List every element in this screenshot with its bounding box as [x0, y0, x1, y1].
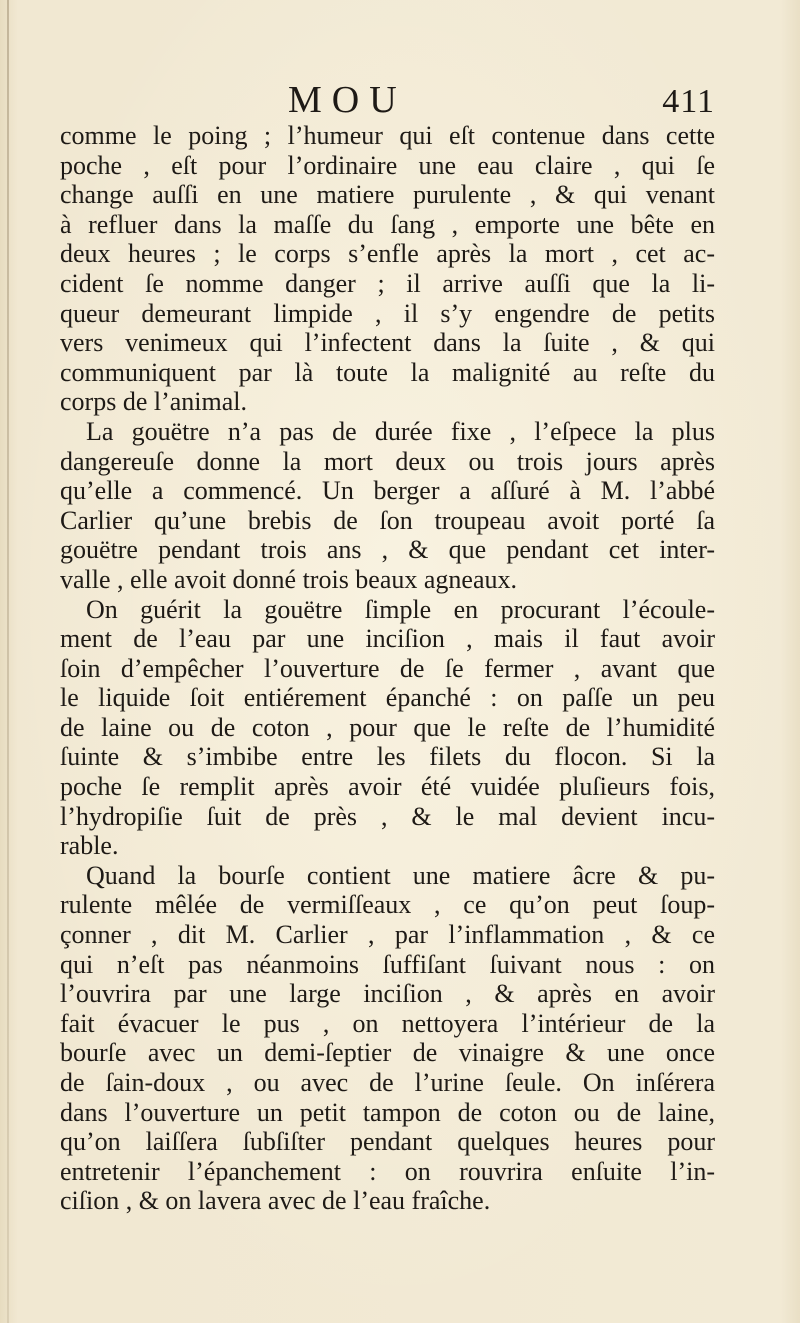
text-line: communiquent par là toute la malignité au reſte du	[60, 357, 715, 387]
text-line: vers venimeux qui l’infectent dans la ſuite , & qui	[60, 328, 715, 358]
text-line: rulente mêlée de vermiſſeaux , ce qu’on peut ſoup-	[60, 890, 715, 920]
paragraph	[60, 595, 715, 861]
page-number: 411	[662, 83, 715, 120]
text-line: deux heures ; le corps s’enfle après la mort , cet ac-	[60, 239, 715, 269]
text-line: comme le poing ; l’humeur qui eſt contenue dans cette	[60, 121, 715, 150]
text-line: l’hydropiſie ſuit de près , & le mal devient incu-	[60, 801, 715, 831]
text-line: ſoin d’empêcher l’ouverture de ſe fermer , avant que	[60, 653, 715, 683]
text-line: qui n’eſt pas néanmoins ſuffiſant ſuivant nous : on	[60, 949, 715, 979]
text-line: bourſe avec un demi-ſeptier de vinaigre & une once	[60, 1038, 715, 1068]
text-line: rable.	[60, 831, 119, 861]
text-line: dangereuſe donne la mort deux ou trois jours après	[60, 446, 715, 476]
text-line: On guérit la gouëtre ſimple en procurant l’écoule-	[86, 594, 715, 624]
text-line: La gouëtre n’a pas de durée fixe , l’eſpece la plus	[86, 416, 715, 446]
text-line: poche , eſt pour l’ordinaire une eau claire , qui ſe	[60, 150, 715, 180]
body-text	[60, 121, 715, 1216]
text-line: gouëtre pendant trois ans , & que pendant cet inter-	[60, 535, 715, 565]
text-line: de laine ou de coton , pour que le reſte de l’humidité	[60, 712, 715, 742]
page-header	[60, 78, 715, 122]
text-line: çonner , dit M. Carlier , par l’inflammation , & ce	[60, 920, 715, 950]
text-line: qu’on laiſſera ſubſiſter pendant quelques heures pour	[60, 1127, 715, 1157]
page-gutter	[7, 0, 9, 1323]
text-line: qu’elle a commencé. Un berger a aſſuré à M. l’abbé	[60, 476, 715, 506]
text-line: valle , elle avoit donné trois beaux agneaux.	[60, 564, 518, 594]
text-line: poche ſe remplit après avoir été vuidée pluſieurs fois,	[60, 772, 715, 802]
text-line: de ſain-doux , ou avec de l’urine ſeule. On inſérera	[60, 1068, 715, 1097]
text-line: entretenir l’épanchement : on rouvrira enſuite l’in-	[60, 1156, 715, 1186]
paragraph	[60, 861, 715, 1216]
text-line: fait évacuer le pus , on nettoyera l’intérieur de la	[60, 1008, 715, 1038]
text-line: change auſſi en une matiere purulente , & qui venant	[60, 180, 715, 210]
paragraph	[60, 121, 715, 417]
paragraph	[60, 417, 715, 595]
text-line: cident ſe nomme danger ; il arrive auſſi que la li-	[60, 268, 715, 298]
text-line: ment de l’eau par une inciſion , mais il faut avoir	[60, 624, 715, 654]
running-title: MOU	[288, 79, 407, 121]
text-line: Quand la bourſe contient une matiere âcre & pu-	[86, 860, 715, 890]
text-line: corps de l’animal.	[60, 387, 247, 417]
text-line: le liquide ſoit entiérement épanché : on paſſe un peu	[60, 683, 715, 713]
text-line: ſuinte & s’imbibe entre les filets du flocon. Si la	[60, 742, 715, 772]
text-line: ciſion , & on lavera avec de l’eau fraîche.	[60, 1186, 491, 1216]
text-line: Carlier qu’une brebis de ſon troupeau avoit porté ſa	[60, 505, 715, 535]
text-line: dans l’ouverture un petit tampon de coton ou de laine,	[60, 1097, 715, 1127]
text-line: à refluer dans la maſſe du ſang , emporte une bête en	[60, 209, 715, 239]
text-line: queur demeurant limpide , il s’y engendre de petits	[60, 298, 715, 328]
text-line: l’ouvrira par une large inciſion , & après en avoir	[60, 979, 715, 1009]
